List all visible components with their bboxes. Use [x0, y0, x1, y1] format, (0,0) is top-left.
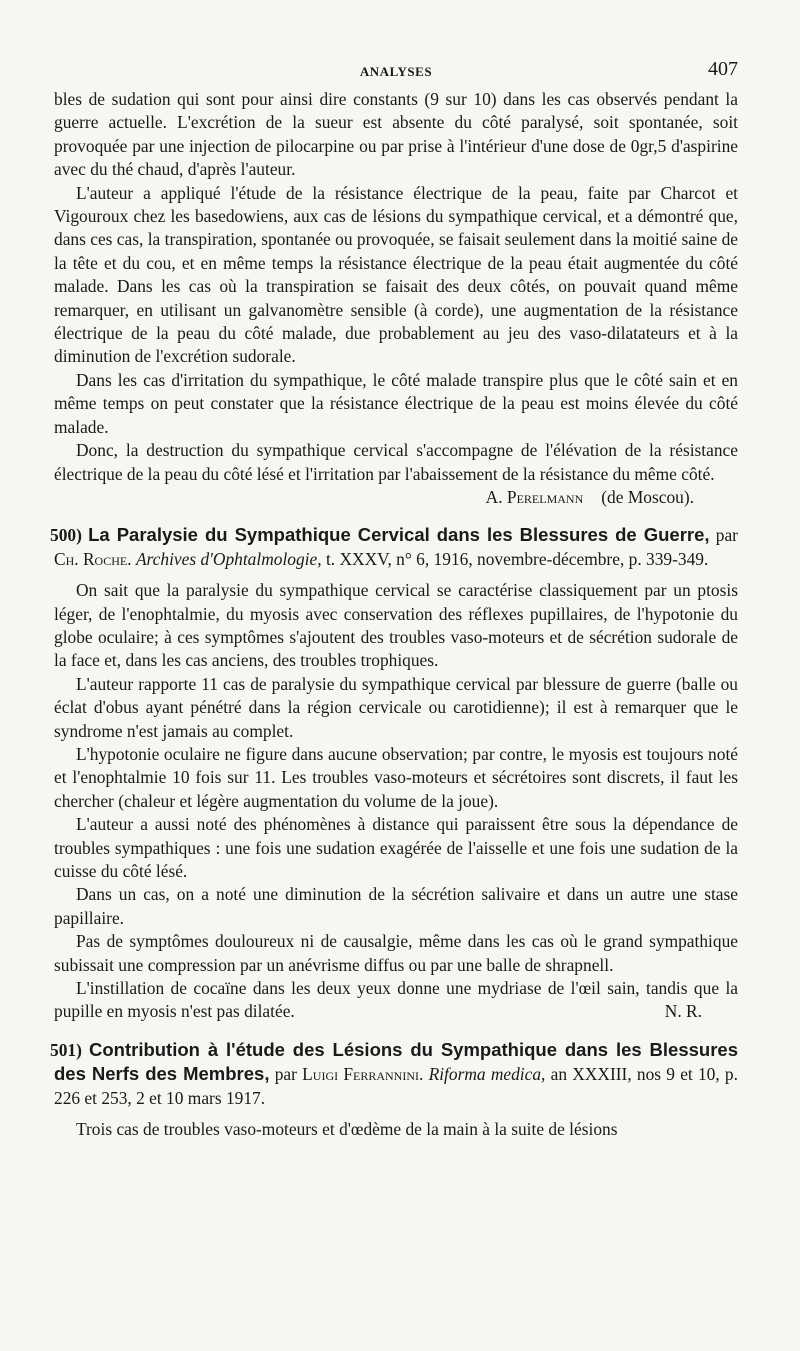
- paragraph: Dans les cas d'irritation du sympathique, le côté malade transpire plus que le côté sain et en même temps on peut constater que la résistance électrique de la peau est moins élevée du côté malade.: [54, 369, 738, 437]
- entry-body: [54, 579, 738, 1024]
- entry-number: 501): [50, 1039, 82, 1060]
- paragraph: Trois cas de troubles vaso-moteurs et d'œdème de la main à la suite de lésions: [76, 1119, 618, 1140]
- entry-by: par: [274, 1064, 297, 1085]
- paragraph-text: L'instillation de cocaïne dans les deux yeux donne une mydriase de l'œil sain, tandis que la pupille en myosis n'est pas dilatée.: [54, 978, 738, 1022]
- paragraph: Dans un cas, on a noté une diminution de la sécrétion salivaire et dans un autre une stase papillaire.: [54, 884, 738, 928]
- entry-author: Luigi Ferrannini.: [302, 1064, 424, 1085]
- entry-author: Ch. Roche.: [54, 548, 132, 569]
- paragraph: L'auteur a aussi noté des phénomènes à distance qui paraissent être sous la dépendance de troubles sympathiques : une fois une sudation exagérée de l'aisselle et une fois une sudation de la cuisse du côté lésé.: [54, 814, 738, 881]
- entry-source: Archives d'Ophtalmologie,: [135, 548, 322, 569]
- entry-by: par: [715, 525, 738, 546]
- paragraph: On sait que la paralysie du sympathique cervical se caractérise classiquement par un ptosis léger, de l'enophtalmie, du myosis avec conservation des réflexes pupillaires, de l'hypotonie du globe oculaire; à ces symptômes s'ajoutent des troubles vaso-moteurs et de sécrétion sudorale de la face et, dans les cas anciens, des troubles trophiques.: [54, 580, 738, 671]
- paragraph: bles de sudation qui sont pour ainsi dire constants (9 sur 10) dans les cas observés pendant la guerre actuelle. L'excrétion de la sueur est absente du côté paralysé, soit spontanée, soit provoquée par une injection de pilocarpine ou par prise à l'intérieur d'une dose de 0gr,5 d'aspirine avec du thé chaud, d'après l'auteur.: [54, 89, 738, 180]
- paragraph: Donc, la destruction du sympathique cervical s'accompagne de l'élévation de la résistance électrique de la peau du côté lésé et l'irritation par l'abaissement de la résistance du même côté.: [54, 440, 738, 484]
- entry-citation: an XXXIII, nos 9 et 10, p. 226 et 253, 2 et 10 mars 1917.: [54, 1064, 738, 1108]
- abstract-entry-500: [50, 523, 738, 1024]
- paragraph: L'auteur a appliqué l'étude de la résistance électrique de la peau, faite par Charcot et Vigouroux chez les basedowiens, aux cas de lésions du sympathique cervical, et a démontré que, dans ces cas, la transpiration, spontanée ou provoquée, se faisait seulement dans la moitié saine de la tête et du cou, et en même temps la résistance électrique de la peau était augmentée du côté malade. Dans les cas où la transpiration se faisait des deux côtés, on pouvait quand même remarquer, en utilisant un galvanomètre sensible (à corde), une augmentation de la résistance électrique de la peau du côté malade, due probablement au jeu des vaso-dilatateurs et à la diminution de l'excrétion sudorale.: [54, 182, 738, 367]
- abstract-entry-501: [50, 1038, 738, 1142]
- page-number: 407: [708, 58, 738, 80]
- entry-number: 500): [50, 525, 82, 546]
- running-head: [54, 58, 738, 88]
- entry-source: Riforma medica,: [428, 1064, 546, 1085]
- paragraph: L'auteur rapporte 11 cas de paralysie du sympathique cervical par blessure de guerre (balle ou éclat d'obus ayant pénétré dans la région cervicale ou carotidienne); il est à remarquer que le syndrome n'est jamais au complet.: [54, 673, 738, 741]
- paragraph-with-signature: [54, 977, 738, 1024]
- running-title: ANALYSES: [359, 64, 433, 79]
- signature-line: [54, 486, 738, 509]
- signature-affiliation: (de Moscou).: [601, 486, 694, 507]
- entry-body: [54, 1118, 738, 1141]
- paragraph: L'hypotonie oculaire ne figure dans aucune observation; par contre, le myosis est toujours noté et l'enophtalmie 10 fois sur 11. Les troubles vaso-moteurs et sécrétoires sont discrets, il faut les chercher (chaleur et légère augmentation du volume de la joue).: [54, 743, 738, 811]
- entry-heading: [50, 1038, 738, 1110]
- entry-heading: [50, 523, 738, 571]
- signature-author: A. Perelmann: [485, 486, 584, 507]
- paragraph: Pas de symptômes douloureux ni de causalgie, même dans les cas où le grand sympathique subissait une compression par un anévrisme diffus ou par une balle de shrapnell.: [54, 931, 738, 975]
- continuation-section: [54, 88, 738, 509]
- signature-initials: N. R.: [664, 1001, 702, 1022]
- entry-title: La Paralysie du Sympathique Cervical dans les Blessures de Guerre,: [88, 524, 710, 546]
- entry-citation: t. XXXV, n° 6, 1916, novembre-décembre, p. 339-349.: [325, 548, 709, 569]
- entry-title: Contribution à l'étude des Lésions du Sympathique dans les Blessures des Nerfs des Membres,: [54, 1038, 738, 1085]
